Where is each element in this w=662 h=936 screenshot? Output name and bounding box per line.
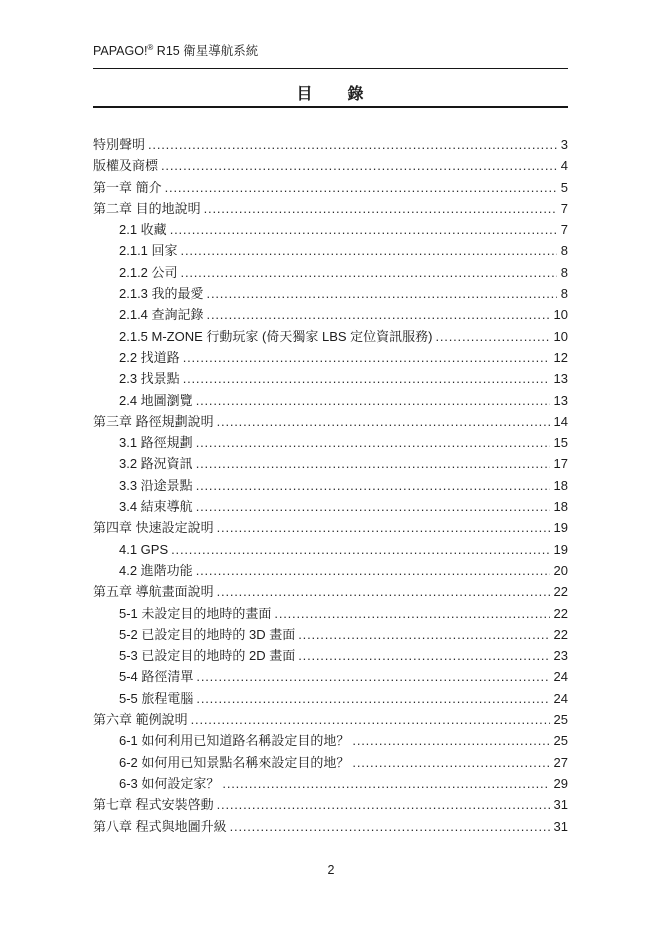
- toc-leader-dots: [207, 283, 557, 304]
- toc-entry: [93, 198, 568, 219]
- toc-entry: [93, 517, 568, 538]
- toc-entry-page: 25: [553, 733, 568, 749]
- toc-entry: [93, 496, 568, 517]
- toc-entry: [93, 304, 568, 325]
- toc-entry-label: 5-2 已設定目的地時的 3D 畫面: [119, 626, 296, 642]
- toc-entry: [93, 390, 568, 411]
- toc-entry-page: 8: [560, 286, 568, 302]
- toc-entry-page: 13: [553, 371, 568, 387]
- toc-leader-dots: [352, 730, 549, 751]
- toc-leader-dots: [230, 816, 550, 837]
- toc-leader-dots: [165, 177, 557, 198]
- toc-leader-dots: [217, 794, 550, 815]
- toc-entry-label: 第七章 程式安裝啓動: [93, 797, 214, 813]
- toc-entry-label: 3.4 結束導航: [119, 499, 193, 515]
- header-divider: [93, 68, 568, 69]
- toc-entry-label: 2.2 找道路: [119, 349, 180, 365]
- toc-entry-page: 22: [553, 584, 568, 600]
- document-header: [93, 43, 568, 59]
- toc-entry: [93, 816, 568, 837]
- toc-entry-label: 版權及商標: [93, 158, 159, 174]
- toc-entry: [93, 581, 568, 602]
- toc-entry-label: 3.3 沿途景點: [119, 477, 193, 493]
- toc-leader-dots: [217, 411, 550, 432]
- toc-entry: [93, 155, 568, 176]
- toc-entry: [93, 688, 568, 709]
- toc-entry-page: 17: [553, 456, 568, 472]
- toc-entry-page: 19: [553, 541, 568, 557]
- toc-entry-page: 19: [553, 520, 568, 536]
- toc-entry: [93, 709, 568, 730]
- toc-leader-dots: [204, 198, 557, 219]
- toc-leader-dots: [171, 539, 549, 560]
- toc-leader-dots: [196, 688, 549, 709]
- toc-entry: [93, 283, 568, 304]
- toc-leader-dots: [352, 752, 549, 773]
- toc-leader-dots: [170, 219, 557, 240]
- toc-entry-page: 12: [553, 349, 568, 365]
- toc-entry: [93, 730, 568, 751]
- toc-entry: [93, 539, 568, 560]
- page-number: 2: [327, 863, 335, 877]
- toc-entry-page: 24: [553, 690, 568, 706]
- toc-entry-label: 第四章 快速設定說明: [93, 520, 214, 536]
- toc-entry-page: 13: [553, 392, 568, 408]
- toc-entry-label: 3.2 路況資訊: [119, 456, 193, 472]
- toc-entry-page: 10: [553, 328, 568, 344]
- toc-entry-page: 10: [553, 307, 568, 323]
- toc-entry-label: 5-1 未設定目的地時的畫面: [119, 605, 272, 621]
- toc-entry: [93, 666, 568, 687]
- toc-entry: [93, 177, 568, 198]
- header-product-name: R15 衛星導航系統: [153, 44, 259, 58]
- toc-leader-dots: [222, 773, 549, 794]
- toc-entry-label: 第一章 簡介: [93, 179, 162, 195]
- toc-entry: [93, 134, 568, 155]
- toc-entry-page: 22: [553, 626, 568, 642]
- toc-leader-dots: [196, 666, 549, 687]
- toc-entry-label: 第八章 程式與地圖升級: [93, 818, 227, 834]
- header-brand: PAPAGO!: [93, 44, 148, 58]
- toc-leader-dots: [183, 347, 550, 368]
- toc-entry-page: 8: [560, 264, 568, 280]
- toc-entry-label: 3.1 路徑規劃: [119, 435, 193, 451]
- toc-list: [93, 134, 568, 837]
- toc-entry-page: 7: [560, 222, 568, 238]
- toc-leader-dots: [196, 390, 550, 411]
- toc-entry: [93, 432, 568, 453]
- toc-entry: [93, 475, 568, 496]
- toc-leader-dots: [161, 155, 557, 176]
- toc-entry: [93, 326, 568, 347]
- toc-entry-label: 6-2 如何用已知景點名稱來設定目的地？: [119, 754, 350, 770]
- toc-entry: [93, 368, 568, 389]
- toc-entry-page: 5: [560, 179, 568, 195]
- toc-entry: [93, 794, 568, 815]
- toc-leader-dots: [298, 645, 549, 666]
- toc-entry: [93, 240, 568, 261]
- toc-entry-label: 5-3 已設定目的地時的 2D 畫面: [119, 648, 296, 664]
- toc-entry-label: 2.3 找景點: [119, 371, 180, 387]
- toc-entry-label: 5-5 旅程電腦: [119, 690, 194, 706]
- toc-entry-page: 7: [560, 200, 568, 216]
- title-divider: [93, 106, 568, 108]
- toc-entry: [93, 560, 568, 581]
- title-block: [93, 85, 568, 108]
- toc-entry-page: 3: [560, 137, 568, 152]
- toc-entry: [93, 603, 568, 624]
- toc-entry-page: 31: [553, 797, 568, 813]
- toc-entry-page: 31: [553, 818, 568, 834]
- toc-entry-page: 4: [560, 158, 568, 174]
- toc-entry: [93, 752, 568, 773]
- toc-entry-label: 第五章 導航畫面說明: [93, 584, 214, 600]
- toc-entry-label: 2.1.1 回家: [119, 243, 178, 259]
- toc-entry-label: 6-3 如何設定家？: [119, 775, 220, 791]
- toc-entry-label: 2.4 地圖瀏覽: [119, 392, 193, 408]
- toc-entry: [93, 624, 568, 645]
- toc-entry-label: 6-1 如何利用已知道路名稱設定目的地？: [119, 733, 350, 749]
- toc-leader-dots: [181, 240, 557, 261]
- toc-entry-label: 4.1 GPS: [119, 541, 169, 557]
- toc-entry-label: 2.1.5 M-ZONE 行動玩家 (倚天獨家 LBS 定位資訊服務): [119, 328, 433, 344]
- toc-entry-page: 24: [553, 669, 568, 685]
- toc-leader-dots: [148, 134, 557, 155]
- toc-entry-page: 18: [553, 499, 568, 515]
- toc-entry-page: 8: [560, 243, 568, 259]
- toc-entry: [93, 411, 568, 432]
- toc-leader-dots: [196, 560, 550, 581]
- toc-leader-dots: [196, 453, 550, 474]
- toc-entry-label: 第二章 目的地說明: [93, 200, 201, 216]
- toc-entry-label: 2.1.3 我的最愛: [119, 286, 204, 302]
- toc-entry: [93, 347, 568, 368]
- toc-entry-page: 14: [553, 413, 568, 429]
- toc-entry-page: 29: [553, 775, 568, 791]
- toc-entry: [93, 773, 568, 794]
- toc-entry-page: 20: [553, 562, 568, 578]
- toc-entry-page: 22: [553, 605, 568, 621]
- toc-leader-dots: [181, 262, 557, 283]
- toc-leader-dots: [435, 326, 549, 347]
- toc-leader-dots: [183, 368, 550, 389]
- toc-entry-label: 2.1.2 公司: [119, 264, 178, 280]
- toc-leader-dots: [217, 581, 550, 602]
- toc-entry: [93, 645, 568, 666]
- page-content: [93, 0, 568, 837]
- toc-leader-dots: [196, 496, 550, 517]
- toc-leader-dots: [191, 709, 550, 730]
- registered-trademark-symbol: ®: [147, 42, 154, 52]
- toc-entry-page: 23: [553, 648, 568, 664]
- toc-entry-page: 25: [553, 712, 568, 728]
- toc-entry-label: 第六章 範例說明: [93, 712, 188, 728]
- toc-entry-label: 2.1 收藏: [119, 222, 167, 238]
- toc-leader-dots: [274, 603, 549, 624]
- toc-leader-dots: [196, 475, 550, 496]
- toc-leader-dots: [217, 517, 550, 538]
- toc-entry: [93, 453, 568, 474]
- toc-entry-label: 4.2 進階功能: [119, 562, 193, 578]
- toc-entry-label: 5-4 路徑清單: [119, 669, 194, 685]
- toc-entry-page: 18: [553, 477, 568, 493]
- toc-entry: [93, 219, 568, 240]
- toc-leader-dots: [207, 304, 550, 325]
- toc-leader-dots: [298, 624, 549, 645]
- toc-leader-dots: [196, 432, 550, 453]
- toc-entry-page: 27: [553, 754, 568, 770]
- toc-entry-label: 2.1.4 查詢記錄: [119, 307, 204, 323]
- toc-entry-label: 第三章 路徑規劃說明: [93, 413, 214, 429]
- page-title: 目 錄: [296, 86, 365, 103]
- toc-entry-page: 15: [553, 435, 568, 451]
- toc-entry-label: 特別聲明: [93, 137, 146, 152]
- toc-entry: [93, 262, 568, 283]
